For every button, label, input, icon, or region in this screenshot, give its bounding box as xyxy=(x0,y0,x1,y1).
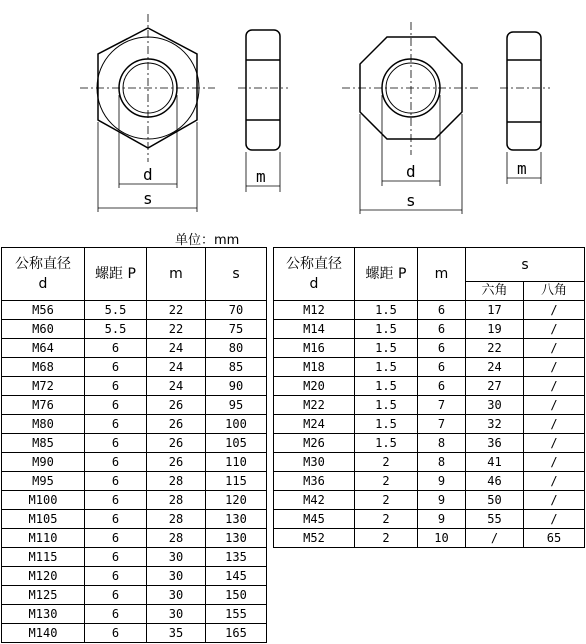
table-cell: 145 xyxy=(206,567,267,586)
table-row xyxy=(2,567,267,586)
table-row xyxy=(2,510,267,529)
table-cell: 1.5 xyxy=(355,358,418,377)
table-cell: M36 xyxy=(274,472,355,491)
table-cell: / xyxy=(524,453,585,472)
table-cell: / xyxy=(524,320,585,339)
header-diameter: 公称直径 d xyxy=(2,248,85,301)
table-cell: 6 xyxy=(85,605,147,624)
table-cell: M125 xyxy=(2,586,85,605)
table-cell: 26 xyxy=(147,415,206,434)
table-row xyxy=(274,434,585,453)
table-cell: M90 xyxy=(2,453,85,472)
table-row xyxy=(2,434,267,453)
table-cell: 130 xyxy=(206,510,267,529)
table-cell: M16 xyxy=(274,339,355,358)
table-cell: M68 xyxy=(2,358,85,377)
table-cell: 6 xyxy=(418,301,466,320)
table-cell: 6 xyxy=(85,548,147,567)
table-cell: 95 xyxy=(206,396,267,415)
table-cell: 6 xyxy=(85,510,147,529)
table-cell: M26 xyxy=(274,434,355,453)
table-cell: 28 xyxy=(147,510,206,529)
header-m: m xyxy=(418,248,466,301)
header-pitch: 螺距 P xyxy=(85,248,147,301)
table-row xyxy=(2,339,267,358)
table-cell: 100 xyxy=(206,415,267,434)
table-cell: / xyxy=(524,358,585,377)
table-cell: M80 xyxy=(2,415,85,434)
table-cell: M56 xyxy=(2,301,85,320)
table-cell: 10 xyxy=(418,529,466,548)
table-cell: 2 xyxy=(355,453,418,472)
table-row xyxy=(274,320,585,339)
unit-label: 单位：mm xyxy=(175,233,240,248)
table-cell: 28 xyxy=(147,529,206,548)
table-row xyxy=(2,301,267,320)
table-cell: 1.5 xyxy=(355,339,418,358)
table-cell: 55 xyxy=(466,510,524,529)
table-cell: 1.5 xyxy=(355,320,418,339)
table-cell: 6 xyxy=(85,358,147,377)
table-cell: 2 xyxy=(355,529,418,548)
table-cell: / xyxy=(524,510,585,529)
table-row xyxy=(274,529,585,548)
table-cell: 6 xyxy=(85,567,147,586)
table-cell: 30 xyxy=(147,605,206,624)
table-row xyxy=(274,301,585,320)
table-cell: 50 xyxy=(466,491,524,510)
table-cell: 24 xyxy=(147,339,206,358)
table-cell: 6 xyxy=(418,358,466,377)
table-cell: / xyxy=(524,339,585,358)
table-cell: M12 xyxy=(274,301,355,320)
hex-nut-side xyxy=(246,30,280,150)
table-row xyxy=(2,529,267,548)
table-row xyxy=(2,415,267,434)
table-cell: M42 xyxy=(274,491,355,510)
table-cell: 22 xyxy=(466,339,524,358)
table-cell: 6 xyxy=(85,453,147,472)
table-cell: 35 xyxy=(147,624,206,643)
table-cell: 1.5 xyxy=(355,415,418,434)
hex-d-label: d xyxy=(143,165,153,184)
nut-drawing xyxy=(0,0,586,225)
table-cell: / xyxy=(524,377,585,396)
table-cell: 135 xyxy=(206,548,267,567)
table-cell: M18 xyxy=(274,358,355,377)
table-row xyxy=(2,453,267,472)
table-row xyxy=(274,491,585,510)
table-cell: 6 xyxy=(85,529,147,548)
table-cell: 110 xyxy=(206,453,267,472)
table-cell: 24 xyxy=(466,358,524,377)
oct-s-label: s xyxy=(406,191,416,210)
table-cell: M30 xyxy=(274,453,355,472)
table-cell: M115 xyxy=(2,548,85,567)
table-cell: 30 xyxy=(147,548,206,567)
table-row xyxy=(274,510,585,529)
table-cell: M52 xyxy=(274,529,355,548)
table-cell: 1.5 xyxy=(355,396,418,415)
table-cell: 75 xyxy=(206,320,267,339)
table-row xyxy=(2,491,267,510)
table-cell: 6 xyxy=(85,415,147,434)
table-cell: 6 xyxy=(85,396,147,415)
table-cell: 8 xyxy=(418,434,466,453)
table-cell: 1.5 xyxy=(355,301,418,320)
header-pitch: 螺距 P xyxy=(355,248,418,301)
table-cell: 41 xyxy=(466,453,524,472)
table-row xyxy=(274,339,585,358)
table-row xyxy=(2,358,267,377)
table-row xyxy=(274,415,585,434)
table-cell: 1.5 xyxy=(355,434,418,453)
hex-s-label: s xyxy=(143,189,153,208)
table-row xyxy=(2,320,267,339)
table-cell: 90 xyxy=(206,377,267,396)
table-row xyxy=(2,624,267,643)
header-hex: 六角 xyxy=(466,282,524,301)
table-cell: 2 xyxy=(355,510,418,529)
table-cell: 5.5 xyxy=(85,320,147,339)
table-cell: M85 xyxy=(2,434,85,453)
table-cell: 115 xyxy=(206,472,267,491)
table-cell: M45 xyxy=(274,510,355,529)
table-cell: / xyxy=(524,301,585,320)
table-cell: 7 xyxy=(418,415,466,434)
table-cell: M130 xyxy=(2,605,85,624)
table-cell: 24 xyxy=(147,377,206,396)
table-cell: 6 xyxy=(85,377,147,396)
table-cell: 30 xyxy=(147,586,206,605)
table-cell: 9 xyxy=(418,510,466,529)
table-cell: 6 xyxy=(85,472,147,491)
table-cell: 85 xyxy=(206,358,267,377)
table-cell: 8 xyxy=(418,453,466,472)
table-cell: 6 xyxy=(85,586,147,605)
table-row xyxy=(274,453,585,472)
table-cell: 2 xyxy=(355,472,418,491)
table-cell: 17 xyxy=(466,301,524,320)
table-cell: 5.5 xyxy=(85,301,147,320)
header-oct: 八角 xyxy=(524,282,585,301)
table-cell: M24 xyxy=(274,415,355,434)
table-cell: 120 xyxy=(206,491,267,510)
table-cell: 70 xyxy=(206,301,267,320)
table-cell: M100 xyxy=(2,491,85,510)
table-cell: 9 xyxy=(418,491,466,510)
table-cell: / xyxy=(524,472,585,491)
table-cell: M22 xyxy=(274,396,355,415)
table-cell: 28 xyxy=(147,491,206,510)
table-cell: 1.5 xyxy=(355,377,418,396)
right-spec-table xyxy=(273,247,585,548)
table-cell: M95 xyxy=(2,472,85,491)
table-row xyxy=(274,396,585,415)
oct-m-label: m xyxy=(517,159,527,178)
table-cell: 6 xyxy=(418,339,466,358)
left-spec-table xyxy=(1,247,267,643)
table-cell: M64 xyxy=(2,339,85,358)
table-cell: 28 xyxy=(147,472,206,491)
table-cell: M110 xyxy=(2,529,85,548)
header-diameter: 公称直径 d xyxy=(274,248,355,301)
hex-m-label: m xyxy=(256,167,266,186)
table-cell: 6 xyxy=(85,434,147,453)
table-cell: 24 xyxy=(147,358,206,377)
table-cell: 36 xyxy=(466,434,524,453)
table-cell: 6 xyxy=(418,320,466,339)
table-cell: M60 xyxy=(2,320,85,339)
table-row xyxy=(274,358,585,377)
table-cell: M76 xyxy=(2,396,85,415)
table-cell: / xyxy=(524,415,585,434)
table-cell: 7 xyxy=(418,396,466,415)
table-cell: 6 xyxy=(85,624,147,643)
table-cell: 130 xyxy=(206,529,267,548)
table-row xyxy=(2,586,267,605)
table-cell: 2 xyxy=(355,491,418,510)
table-cell: 6 xyxy=(85,339,147,358)
table-cell: 26 xyxy=(147,396,206,415)
table-cell: 27 xyxy=(466,377,524,396)
table-row xyxy=(274,377,585,396)
header-s: s xyxy=(206,248,267,301)
table-cell: 22 xyxy=(147,301,206,320)
table-cell: 105 xyxy=(206,434,267,453)
table-row xyxy=(2,548,267,567)
octagon-nut-side xyxy=(507,32,541,150)
table-cell: M14 xyxy=(274,320,355,339)
table-cell: 19 xyxy=(466,320,524,339)
table-cell: / xyxy=(466,529,524,548)
table-cell: M120 xyxy=(2,567,85,586)
table-cell: 30 xyxy=(147,567,206,586)
table-row xyxy=(2,396,267,415)
table-cell: M105 xyxy=(2,510,85,529)
table-cell: 80 xyxy=(206,339,267,358)
table-row xyxy=(274,472,585,491)
table-cell: M20 xyxy=(274,377,355,396)
table-cell: 165 xyxy=(206,624,267,643)
table-cell: 6 xyxy=(418,377,466,396)
table-cell: 32 xyxy=(466,415,524,434)
table-row xyxy=(2,472,267,491)
table-cell: 155 xyxy=(206,605,267,624)
table-cell: 46 xyxy=(466,472,524,491)
header-s: s xyxy=(466,248,585,282)
table-cell: 9 xyxy=(418,472,466,491)
table-row xyxy=(2,377,267,396)
table-row xyxy=(2,605,267,624)
table-cell: M140 xyxy=(2,624,85,643)
table-cell: / xyxy=(524,491,585,510)
header-m: m xyxy=(147,248,206,301)
table-cell: 30 xyxy=(466,396,524,415)
table-cell: / xyxy=(524,434,585,453)
table-cell: 26 xyxy=(147,434,206,453)
table-cell: 150 xyxy=(206,586,267,605)
table-cell: 26 xyxy=(147,453,206,472)
oct-d-label: d xyxy=(406,162,416,181)
table-cell: M72 xyxy=(2,377,85,396)
table-cell: 22 xyxy=(147,320,206,339)
table-cell: 65 xyxy=(524,529,585,548)
table-cell: / xyxy=(524,396,585,415)
table-cell: 6 xyxy=(85,491,147,510)
